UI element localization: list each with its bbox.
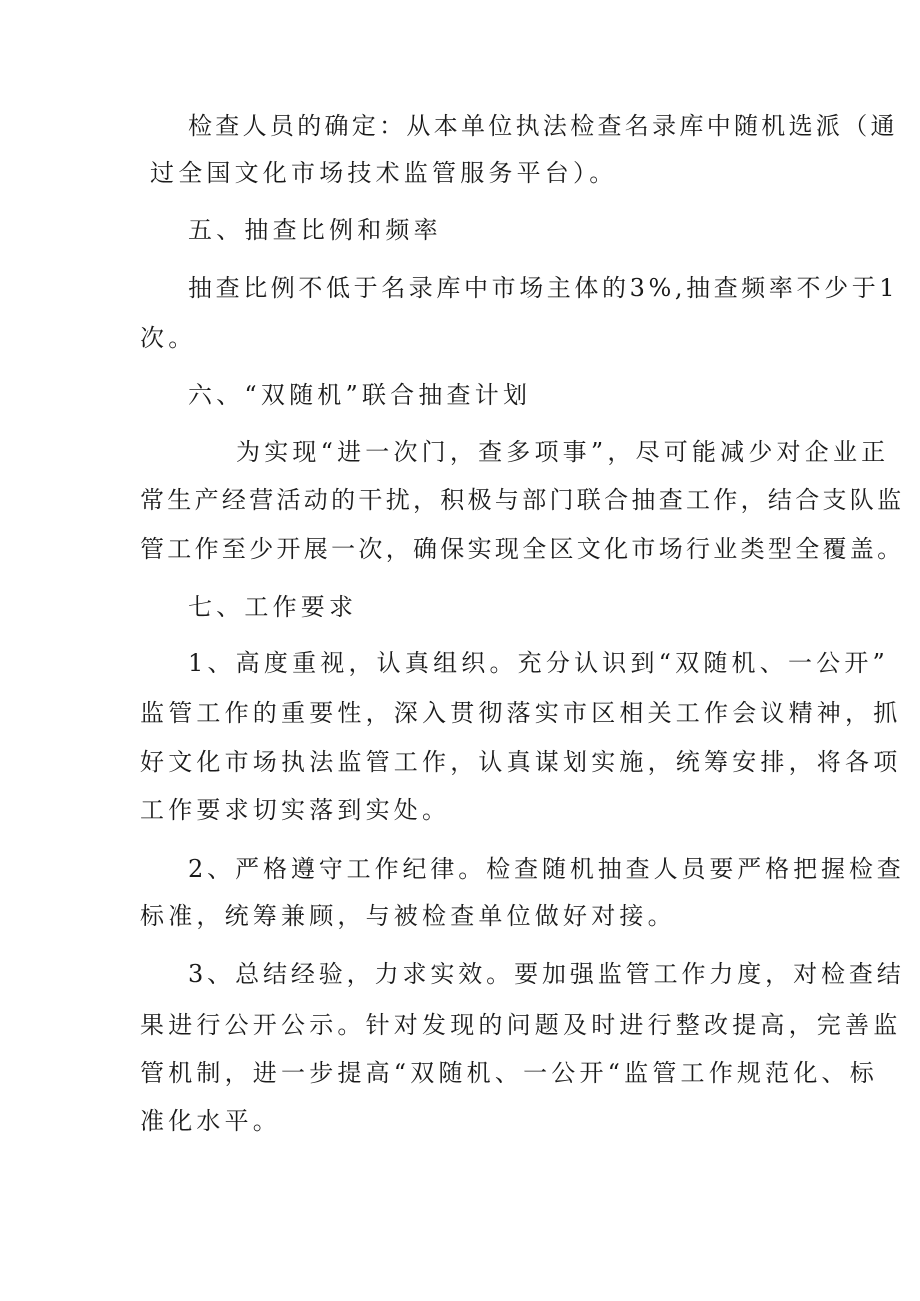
paragraph-line: 检查人员的确定：从本单位执法检查名录库中随机选派（通 bbox=[188, 112, 898, 140]
paragraph-line: 3、总结经验，力求实效。要加强监管工作力度，对检查结 bbox=[188, 960, 905, 988]
paragraph-line: 标准，统筹兼顾，与被检查单位做好对接。 bbox=[140, 902, 676, 930]
paragraph-line: 工作要求切实落到实处。 bbox=[140, 796, 451, 824]
paragraph-line: 抽查比例不低于名录库中市场主体的3%,抽查频率不少于1 bbox=[188, 274, 899, 302]
paragraph-line: 次。 bbox=[140, 324, 197, 352]
paragraph-line: 管机制，进一步提高“双随机、一公开“监管工作规范化、标 bbox=[140, 1059, 878, 1087]
paragraph-line: 1、高度重视，认真组织。充分认识到“双随机、一公开” bbox=[188, 649, 890, 677]
paragraph-line: 为实现“进一次门，查多项事”，尽可能减少对企业正 bbox=[236, 438, 890, 466]
section-heading: 六、“双随机”联合抽查计划 bbox=[188, 381, 532, 409]
paragraph-line: 好文化市场执法监管工作，认真谋划实施，统筹安排，将各项 bbox=[140, 748, 902, 776]
paragraph-line: 果进行公开公示。针对发现的问题及时进行整改提高，完善监 bbox=[140, 1011, 902, 1039]
paragraph-line: 准化水平。 bbox=[140, 1107, 281, 1135]
paragraph-line: 管工作至少开展一次，确保实现全区文化市场行业类型全覆盖。 bbox=[140, 535, 905, 563]
paragraph-line: 监管工作的重要性，深入贯彻落实市区相关工作会议精神，抓 bbox=[140, 699, 902, 727]
paragraph-line: 2、严格遵守工作纪律。检查随机抽查人员要严格把握检查 bbox=[188, 855, 905, 883]
paragraph-line: 过全国文化市场技术监管服务平台）。 bbox=[150, 159, 618, 187]
paragraph-line: 常生产经营活动的干扰，积极与部门联合抽查工作，结合支队监 bbox=[140, 486, 905, 514]
section-heading: 五、抽查比例和频率 bbox=[188, 216, 442, 244]
section-heading: 七、工作要求 bbox=[188, 593, 358, 621]
